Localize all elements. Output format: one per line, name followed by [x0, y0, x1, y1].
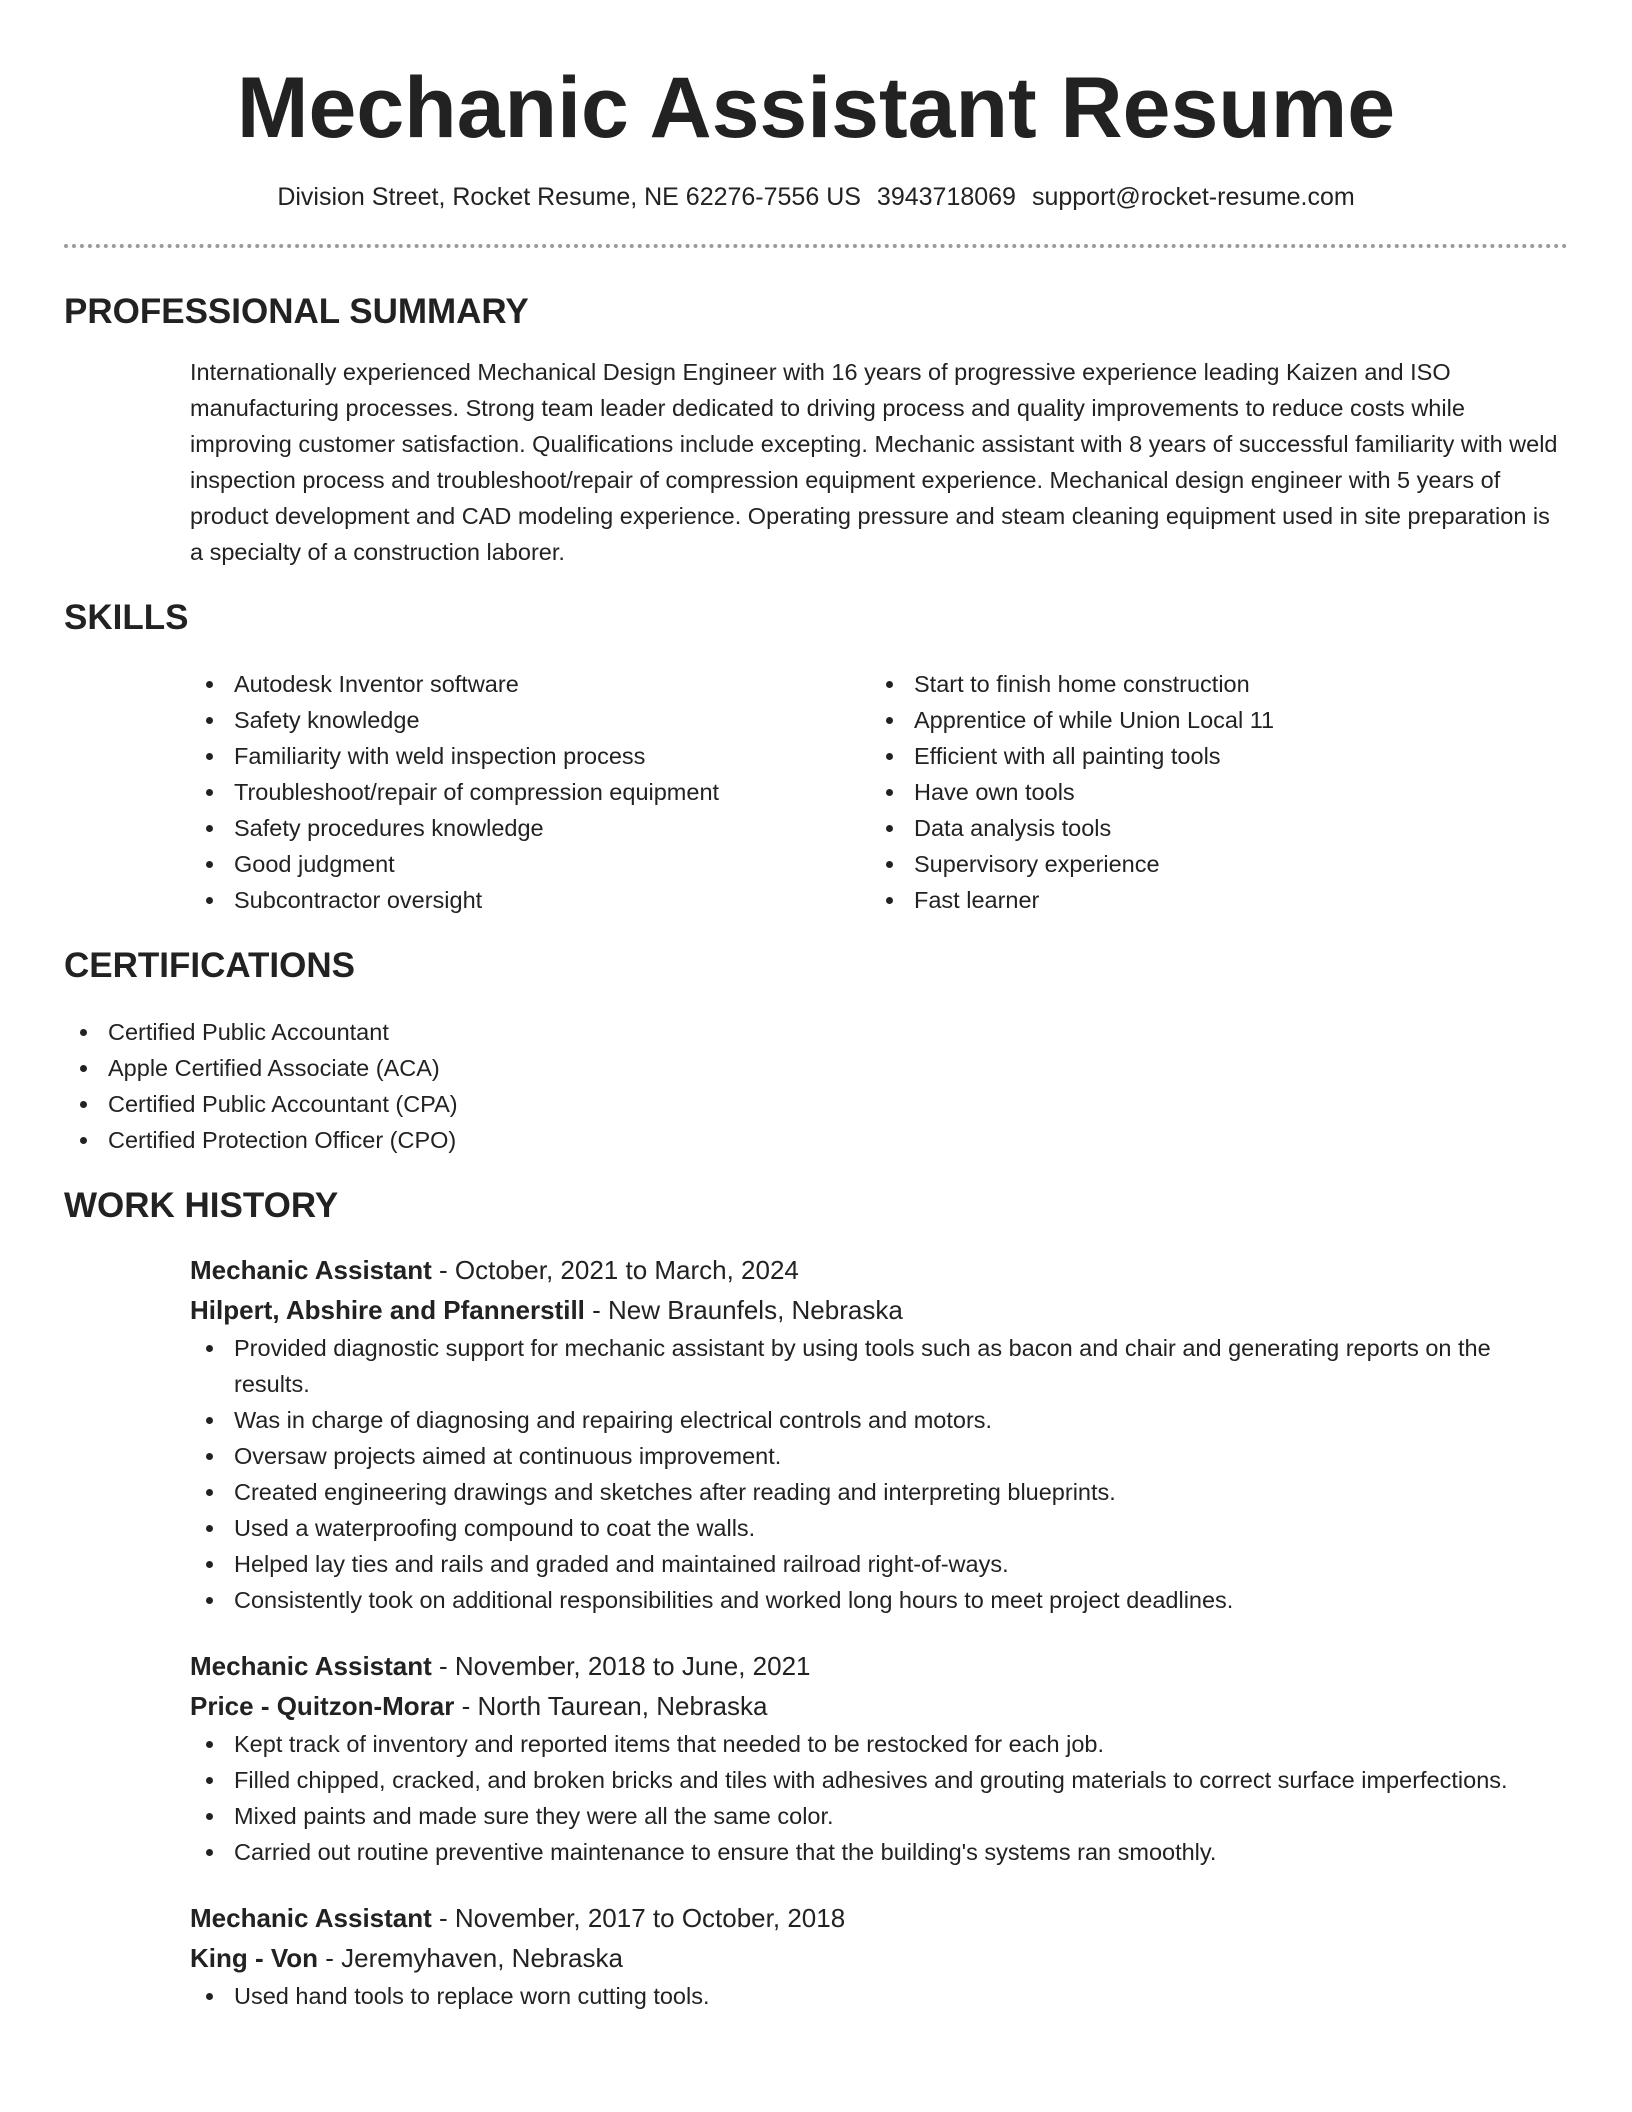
certifications-section: [64, 944, 1568, 1158]
job-bullets: [190, 1726, 1568, 1870]
job-entry: [190, 1250, 1568, 1618]
list-item: Subcontractor oversight: [190, 882, 870, 918]
job-title: Mechanic Assistant: [190, 1651, 432, 1681]
list-item: Supervisory experience: [870, 846, 1550, 882]
resume-page: [64, 0, 1568, 2014]
list-item: Provided diagnostic support for mechanic assistant by using tools such as bacon and chair and generating reports on the results.: [190, 1330, 1568, 1402]
job-location: - North Taurean, Nebraska: [454, 1691, 768, 1721]
job-entry: [190, 1898, 1568, 2014]
contact-address: Division Street, Rocket Resume, NE 62276-7556 US: [277, 183, 861, 211]
list-item: Safety knowledge: [190, 702, 870, 738]
list-item: Kept track of inventory and reported items that needed to be restocked for each job.: [190, 1726, 1568, 1762]
job-bullets: [190, 1978, 1568, 2014]
job-title: Mechanic Assistant: [190, 1255, 432, 1285]
summary-section: [64, 290, 1568, 570]
job-title-line: [190, 1646, 1568, 1686]
list-item: Apple Certified Associate (ACA): [64, 1050, 1568, 1086]
contact-phone: 3943718069: [876, 183, 1016, 211]
list-item: Efficient with all painting tools: [870, 738, 1550, 774]
list-item: Consistently took on additional responsibilities and worked long hours to meet project deadlines.: [190, 1582, 1568, 1618]
certifications-heading: CERTIFICATIONS: [64, 946, 356, 985]
list-item: Start to finish home construction: [870, 666, 1550, 702]
job-company-line: [190, 1938, 1568, 1978]
list-item: Safety procedures knowledge: [190, 810, 870, 846]
job-company-line: [190, 1290, 1568, 1330]
job-location: - Jeremyhaven, Nebraska: [318, 1943, 623, 1973]
list-item: Created engineering drawings and sketches after reading and interpreting blueprints.: [190, 1474, 1568, 1510]
job-company: Price - Quitzon-Morar: [190, 1691, 455, 1721]
list-item: Certified Protection Officer (CPO): [64, 1122, 1568, 1158]
job-location: - New Braunfels, Nebraska: [584, 1295, 903, 1325]
work-history-heading: WORK HISTORY: [64, 1186, 339, 1225]
job-entry: [190, 1646, 1568, 1870]
list-item: Was in charge of diagnosing and repairing electrical controls and motors.: [190, 1402, 1568, 1438]
contact-line: [64, 180, 1568, 214]
contact-email: support@rocket-resume.com: [1031, 183, 1355, 211]
list-item: Certified Public Accountant: [64, 1014, 1568, 1050]
job-bullets: [190, 1330, 1568, 1618]
job-title: Mechanic Assistant: [190, 1903, 432, 1933]
list-item: Data analysis tools: [870, 810, 1550, 846]
list-item: Autodesk Inventor software: [190, 666, 870, 702]
list-item: Filled chipped, cracked, and broken bricks and tiles with adhesives and grouting materials to correct surface imperfections.: [190, 1762, 1568, 1798]
certifications-list: [64, 1014, 1568, 1158]
skills-section: [64, 596, 1568, 918]
job-dates: - October, 2021 to March, 2024: [431, 1255, 799, 1285]
work-history-section: [64, 1184, 1568, 2014]
list-item: Used a waterproofing compound to coat the walls.: [190, 1510, 1568, 1546]
list-item: Mixed paints and made sure they were all the same color.: [190, 1798, 1568, 1834]
skills-left-list: [190, 666, 870, 918]
list-item: Troubleshoot/repair of compression equipment: [190, 774, 870, 810]
job-company: Hilpert, Abshire and Pfannerstill: [190, 1295, 585, 1325]
job-title-line: [190, 1898, 1568, 1938]
job-dates: - November, 2017 to October, 2018: [431, 1903, 846, 1933]
list-item: Apprentice of while Union Local 11: [870, 702, 1550, 738]
list-item: Certified Public Accountant (CPA): [64, 1086, 1568, 1122]
resume-title: Mechanic Assistant Resume: [236, 60, 1396, 156]
list-item: Helped lay ties and rails and graded and maintained railroad right-of-ways.: [190, 1546, 1568, 1582]
skills-heading: SKILLS: [64, 598, 189, 637]
skills-right-list: [870, 666, 1550, 918]
list-item: Good judgment: [190, 846, 870, 882]
job-title-line: [190, 1250, 1568, 1290]
list-item: Familiarity with weld inspection process: [190, 738, 870, 774]
job-dates: - November, 2018 to June, 2021: [431, 1651, 811, 1681]
job-company-line: [190, 1686, 1568, 1726]
job-company: King - Von: [190, 1943, 319, 1973]
header-divider: [64, 244, 1568, 248]
skills-grid: [190, 666, 1568, 918]
list-item: Oversaw projects aimed at continuous improvement.: [190, 1438, 1568, 1474]
list-item: Used hand tools to replace worn cutting tools.: [190, 1978, 1568, 2014]
list-item: Carried out routine preventive maintenance to ensure that the building's systems ran smoothly.: [190, 1834, 1568, 1870]
summary-heading: PROFESSIONAL SUMMARY: [64, 292, 529, 331]
summary-text: Internationally experienced Mechanical Design Engineer with 16 years of progressive experience leading Kaizen and ISO manufacturing processes. Strong team leader dedicated to driving process and quality improvements to reduce costs while improving customer satisfaction. Qualifications include excepting. Mechanic assistant with 8 years of successful familiarity with weld inspection process and troubleshoot/repair of compression equipment experience. Mechanical design engineer with 5 years of product development and CAD modeling experience. Operating pressure and steam cleaning equipment used in site preparation is a specialty of a construction laborer.: [190, 359, 1558, 565]
list-item: Fast learner: [870, 882, 1550, 918]
list-item: Have own tools: [870, 774, 1550, 810]
